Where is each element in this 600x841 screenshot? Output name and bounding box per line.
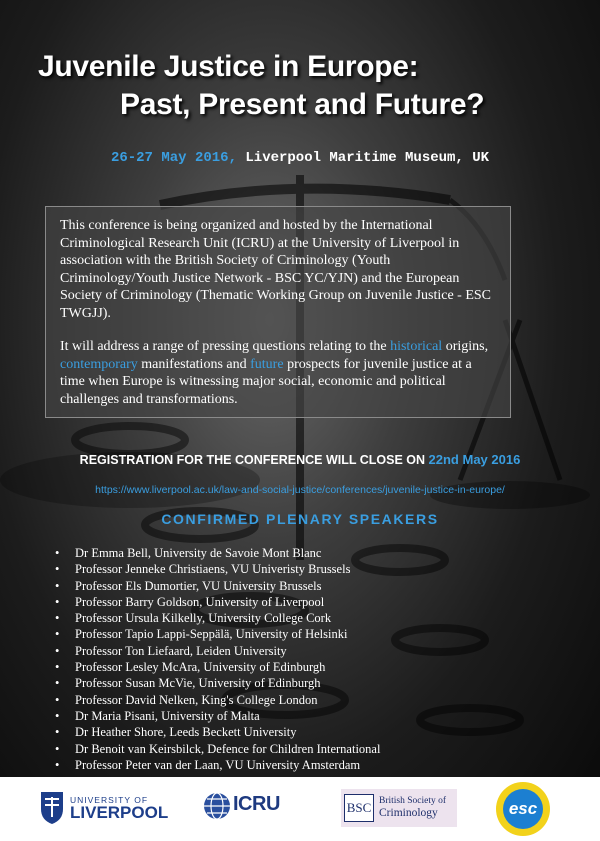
- bsc-logo: [341, 789, 457, 827]
- intro-text: prospects for juvenile justice at a time when Europe is witnessing major social, economic and political challenges and transformations.: [60, 356, 472, 407]
- bsc-line-2: Criminology: [379, 807, 438, 819]
- intro-text: manifestations and: [137, 356, 251, 372]
- logo-bar: [0, 777, 600, 841]
- uol-line-1: UNIVERSITY OF: [70, 795, 149, 805]
- speaker-item: • Dr Emma Bell, University de Savoie Mont Blanc: [55, 545, 380, 561]
- speaker-item: • Professor Peter van der Laan, VU University Amsterdam: [55, 757, 380, 773]
- bsc-mark: BSC: [344, 794, 374, 822]
- university-of-liverpool-logo: [40, 789, 175, 829]
- registration-text: REGISTRATION FOR THE CONFERENCE WILL CLOSE ON: [79, 453, 429, 467]
- speaker-item: • Professor Tapio Lappi-Seppälä, University of Helsinki: [55, 626, 380, 642]
- registration-notice: [0, 452, 600, 467]
- speaker-item: • Dr Heather Shore, Leeds Beckett University: [55, 724, 380, 740]
- event-venue: Liverpool Maritime Museum, UK: [236, 150, 490, 166]
- intro-text: It will address a range of pressing questions relating to the: [60, 339, 391, 354]
- speaker-item: • Professor Jenneke Christiaens, VU Univeristy Brussels: [55, 561, 380, 577]
- speaker-item: • Professor Lesley McAra, University of Edinburgh: [55, 659, 380, 675]
- speakers-heading: CONFIRMED PLENARY SPEAKERS: [161, 511, 439, 527]
- event-dates: 26-27 May 2016,: [110, 150, 237, 166]
- speaker-item: • Professor Susan McVie, University of Edinburgh: [55, 675, 380, 691]
- speaker-item: • Professor Ursula Kilkelly, University College Cork: [55, 610, 380, 626]
- speaker-item: • Professor David Nelken, King's College London: [55, 692, 380, 708]
- speakers-list: [55, 545, 380, 773]
- highlight-contemporary: contemporary: [60, 356, 138, 372]
- speaker-item: • Professor Ton Liefaard, Leiden University: [55, 643, 380, 659]
- speaker-item: • Professor Els Dumortier, VU University Brussels: [55, 578, 380, 594]
- conference-url-link[interactable]: https://www.liverpool.ac.uk/law-and-social-justice/conferences/juvenile-justice-in-europe/: [95, 484, 505, 496]
- university-crest-icon: [40, 791, 64, 825]
- globe-icon: [203, 792, 231, 820]
- highlight-future: future: [250, 356, 284, 372]
- registration-date: 22nd May 2016: [428, 452, 521, 467]
- intro-box: [45, 206, 511, 418]
- event-dateline: [0, 150, 600, 166]
- speaker-item: • Professor Barry Goldson, University of Liverpool: [55, 594, 380, 610]
- intro-text: origins,: [442, 339, 489, 354]
- bsc-line-1: British Society of: [379, 796, 447, 806]
- title-line-1: Juvenile Justice in Europe:: [38, 50, 419, 83]
- speaker-item: • Dr Benoit van Keirsbilck, Defence for Children International: [55, 741, 380, 757]
- intro-paragraph-2: [60, 338, 496, 408]
- highlight-historical: historical: [390, 339, 443, 354]
- esc-logo: [494, 781, 552, 837]
- intro-paragraph-1: This conference is being organized and hosted by the International Criminological Research Unit (ICRU) at the University of Liverpool in association with the British Society of Criminology (Youth Criminology/Youth Justice Network - BSC YC/YJN) and the European Society of Criminology (Thematic Working Group on Juvenile Justice - ESC TWGJJ).: [60, 218, 491, 321]
- uol-line-2: LIVERPOOL: [70, 803, 169, 822]
- esc-wordmark: esc: [508, 799, 538, 818]
- speaker-item: • Dr Maria Pisani, University of Malta: [55, 708, 380, 724]
- icru-wordmark: ICRU: [233, 793, 280, 815]
- title-line-2: Past, Present and Future?: [120, 88, 485, 121]
- icru-logo: [203, 789, 293, 829]
